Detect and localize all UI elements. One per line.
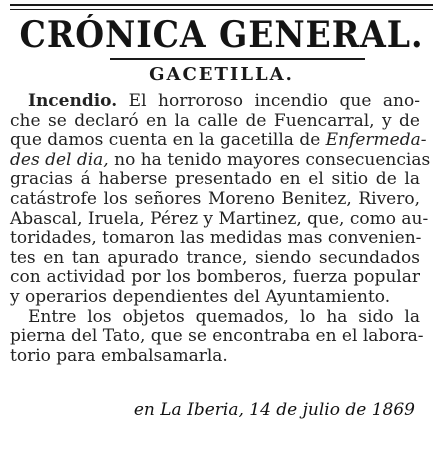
line-italic: des del dia, <box>10 149 109 170</box>
article-line: Entre los objetos quemados, lo ha sido la <box>28 306 420 327</box>
source-caption: en La Iberia, 14 de julio de 1869 <box>133 400 415 420</box>
article-line <box>10 92 420 112</box>
top-rule <box>10 4 433 6</box>
article-line: gracias á haberse presentado en el sitio de la <box>10 169 420 190</box>
article-line: che se declaró en la calle de Fuencarral, y de <box>10 110 420 131</box>
line-text: El horroroso incendio que ano- <box>117 91 420 111</box>
article-line: Abascal, Iruela, Pérez y Martinez, que, como au- <box>10 208 429 229</box>
line-italic: Enfermeda- <box>325 130 427 151</box>
article-line: pierna del Tato, que se encontraba en el labora- <box>10 326 424 347</box>
article-line <box>10 130 427 151</box>
article-line <box>10 149 431 171</box>
article-line: toridades, tomaron las medidas mas convenien- <box>10 228 422 249</box>
article-body <box>10 91 431 366</box>
section-title: CRÓNICA GENERAL. <box>19 14 424 56</box>
article-line: con actividad por los bomberos, fuerza popular <box>10 267 420 288</box>
article-line: y operarios dependientes del Ayuntamiento. <box>10 286 391 307</box>
article-line: tes en tan apurado trance, siendo secundados <box>10 247 420 268</box>
article-line: catástrofe los señores Moreno Benitez, Rivero, <box>10 188 420 209</box>
article-line: torio para embalsamarla. <box>10 345 228 366</box>
sub-title: GACETILLA. <box>149 64 294 85</box>
title-underline <box>110 58 365 60</box>
line-text: no ha tenido mayores consecuencias <box>108 149 431 170</box>
top-rule-thin <box>10 9 433 10</box>
article-lead: Incendio. <box>28 91 118 111</box>
line-text: que damos cuenta en la gacetilla de <box>10 130 326 151</box>
